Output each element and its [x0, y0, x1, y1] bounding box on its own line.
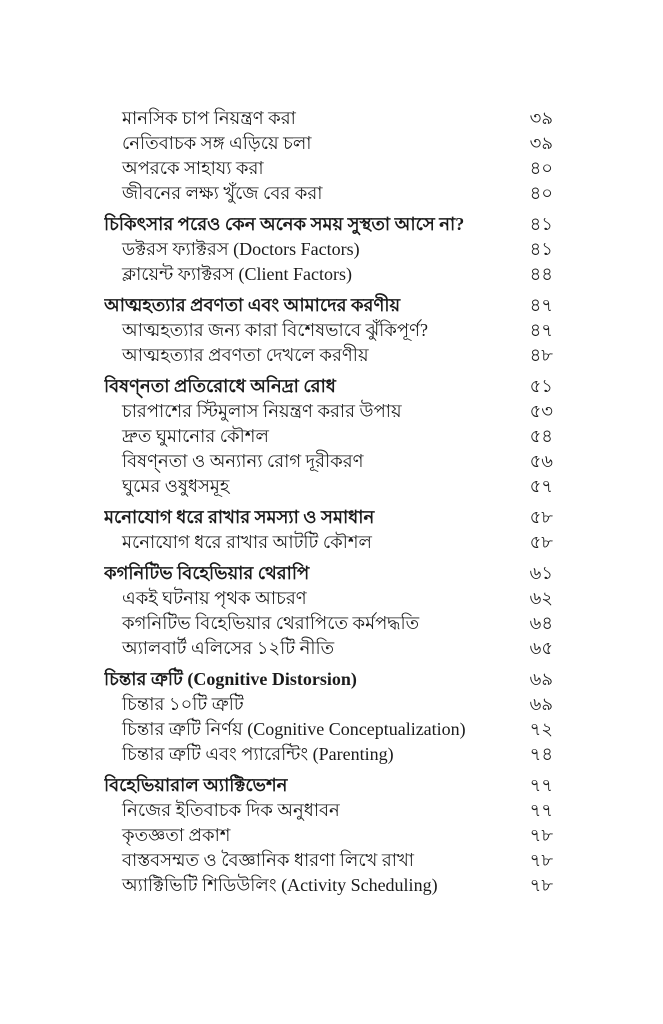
- toc-entry: [104, 131, 553, 156]
- toc-entry-page-number: ৬৯: [529, 669, 553, 689]
- toc-entry-title: বিহেভিয়ারাল অ্যাক্টিভেশন: [104, 775, 288, 795]
- toc-entry-page-number: ৫১: [529, 376, 553, 396]
- toc-entry-title: দ্রুত ঘুমানোর কৌশল: [122, 426, 269, 446]
- toc-entry-page-number: ৪৪: [529, 264, 553, 284]
- toc-entry-page-number: ৬৪: [529, 613, 553, 633]
- toc-entry-page-number: ৫৮: [529, 507, 553, 527]
- toc-entry: [104, 474, 553, 499]
- toc-entry-page-number: ৬২: [529, 588, 553, 608]
- toc-entry-title: বিষণ্নতা ও অন্যান্য রোগ দূরীকরণ: [122, 451, 364, 471]
- toc-entry-page-number: ৫৪: [529, 426, 553, 446]
- toc-section-heading: [104, 212, 553, 237]
- toc-entry: [104, 742, 553, 767]
- toc-entry-title: কগনিটিভ বিহেভিয়ার থেরাপিতে কর্মপদ্ধতি: [122, 613, 420, 633]
- toc-entry-title: চিন্তার ১০টি ত্রুটি: [122, 694, 244, 714]
- toc-entry-page-number: ৬১: [529, 563, 553, 583]
- toc-entry: [104, 798, 553, 823]
- toc-entry-page-number: ৭৮: [529, 825, 553, 845]
- toc-entry-title: ডক্টরস ফ্যাক্টরস (Doctors Factors): [122, 239, 360, 259]
- toc-entry-title: আত্মহত্যার জন্য কারা বিশেষভাবে ঝুঁকিপূর্ণ?: [122, 320, 428, 340]
- toc-entry: [104, 848, 553, 873]
- toc-entry-title: চিকিৎসার পরেও কেন অনেক সময় সুস্থতা আসে না?: [104, 214, 465, 234]
- toc-entry: [104, 399, 553, 424]
- toc-section: [104, 106, 553, 206]
- toc-entry: [104, 586, 553, 611]
- toc-entry-page-number: ৪৮: [529, 345, 553, 365]
- toc-entry-title: ঘুমের ওষুধসমূহ: [122, 476, 230, 496]
- toc-entry-page-number: ৫৮: [529, 532, 553, 552]
- toc-entry-title: বাস্তবসম্মত ও বৈজ্ঞানিক ধারণা লিখে রাখা: [122, 850, 415, 870]
- toc-entry: [104, 237, 553, 262]
- toc-section-heading: [104, 374, 553, 399]
- toc-entry-title: ক্লায়েন্ট ফ্যাক্টরস (Client Factors): [122, 264, 353, 284]
- toc-entry-page-number: ৫৩: [529, 401, 553, 421]
- toc-entry-title: বিষণ্নতা প্রতিরোধে অনিদ্রা রোধ: [104, 376, 336, 396]
- toc-entry-title: আত্মহত্যার প্রবণতা দেখলে করণীয়: [122, 345, 369, 365]
- toc-entry-title: চিন্তার ত্রুটি এবং প্যারেন্টিং (Parenting): [122, 744, 394, 764]
- toc-entry-title: মানসিক চাপ নিয়ন্ত্রণ করা: [122, 108, 296, 128]
- toc-entry-page-number: ৫৬: [529, 451, 553, 471]
- toc-entry: [104, 424, 553, 449]
- toc-entry: [104, 106, 553, 131]
- toc-section-heading: [104, 773, 553, 798]
- toc-entry-page-number: ৪১: [529, 214, 553, 234]
- toc-entry-title: নিজের ইতিবাচক দিক অনুধাবন: [122, 800, 340, 820]
- toc-entry-title: নেতিবাচক সঙ্গ এড়িয়ে চলা: [122, 133, 312, 153]
- toc-entry-title: চারপাশের স্টিমুলাস নিয়ন্ত্রণ করার উপায়: [122, 401, 402, 421]
- toc-entry: [104, 717, 553, 742]
- toc-entry: [104, 823, 553, 848]
- toc-entry-page-number: ৭৭: [529, 775, 553, 795]
- toc-section-heading: [104, 293, 553, 318]
- toc-entry-page-number: ৪৭: [529, 295, 553, 315]
- toc-section: [104, 293, 553, 368]
- toc-entry-title: জীবনের লক্ষ্য খুঁজে বের করা: [122, 183, 323, 203]
- toc-section: [104, 667, 553, 767]
- toc-entry: [104, 343, 553, 368]
- toc-entry-page-number: ৫৭: [529, 476, 553, 496]
- toc-entry-page-number: ৭৮: [529, 850, 553, 870]
- toc-section-heading: [104, 505, 553, 530]
- toc-section: [104, 374, 553, 499]
- toc-section-heading: [104, 561, 553, 586]
- toc-section-heading: [104, 667, 553, 692]
- toc-entry-title: অপরকে সাহায্য করা: [122, 158, 264, 178]
- toc-entry: [104, 156, 553, 181]
- toc-entry-page-number: ৭৭: [529, 800, 553, 820]
- toc-section: [104, 505, 553, 555]
- toc-entry: [104, 449, 553, 474]
- toc-entry-page-number: ৪৭: [529, 320, 553, 340]
- toc-entry-page-number: ৪১: [529, 239, 553, 259]
- toc-section: [104, 561, 553, 661]
- toc-entry-title: চিন্তার ত্রুটি (Cognitive Distorsion): [104, 669, 357, 689]
- toc-entry-title: কৃতজ্ঞতা প্রকাশ: [122, 825, 231, 845]
- toc-entry-page-number: ৭৮: [529, 875, 553, 895]
- toc-entry-page-number: ৬৯: [529, 694, 553, 714]
- toc-entry-title: মনোযোগ ধরে রাখার আটটি কৌশল: [122, 532, 372, 552]
- toc-entry: [104, 530, 553, 555]
- toc-entry: [104, 611, 553, 636]
- toc-section: [104, 773, 553, 898]
- toc-entry-title: আত্মহত্যার প্রবণতা এবং আমাদের করণীয়: [104, 295, 401, 315]
- toc-entry-page-number: ৭৪: [529, 744, 553, 764]
- toc-list: [104, 106, 553, 898]
- toc-entry-title: অ্যালবার্ট এলিসের ১২টি নীতি: [122, 638, 335, 658]
- toc-entry: [104, 873, 553, 898]
- toc-entry: [104, 636, 553, 661]
- toc-entry: [104, 262, 553, 287]
- toc-entry-page-number: ৩৯: [529, 108, 553, 128]
- toc-entry-page-number: ৪০: [529, 158, 553, 178]
- toc-entry: [104, 181, 553, 206]
- toc-entry-title: মনোযোগ ধরে রাখার সমস্যা ও সমাধান: [104, 507, 375, 527]
- toc-entry: [104, 318, 553, 343]
- toc-entry-page-number: ৬৫: [529, 638, 553, 658]
- toc-entry-title: অ্যাক্টিভিটি শিডিউলিং (Activity Scheduling): [122, 875, 438, 895]
- toc-entry: [104, 692, 553, 717]
- toc-entry-title: চিন্তার ত্রুটি নির্ণয় (Cognitive Conceptualization): [122, 719, 466, 739]
- toc-entry-page-number: ৪০: [529, 183, 553, 203]
- toc-entry-page-number: ৩৯: [529, 133, 553, 153]
- toc-entry-title: একই ঘটনায় পৃথক আচরণ: [122, 588, 307, 608]
- toc-entry-title: কগনিটিভ বিহেভিয়ার থেরাপি: [104, 563, 310, 583]
- toc-entry-page-number: ৭২: [529, 719, 553, 739]
- toc-section: [104, 212, 553, 287]
